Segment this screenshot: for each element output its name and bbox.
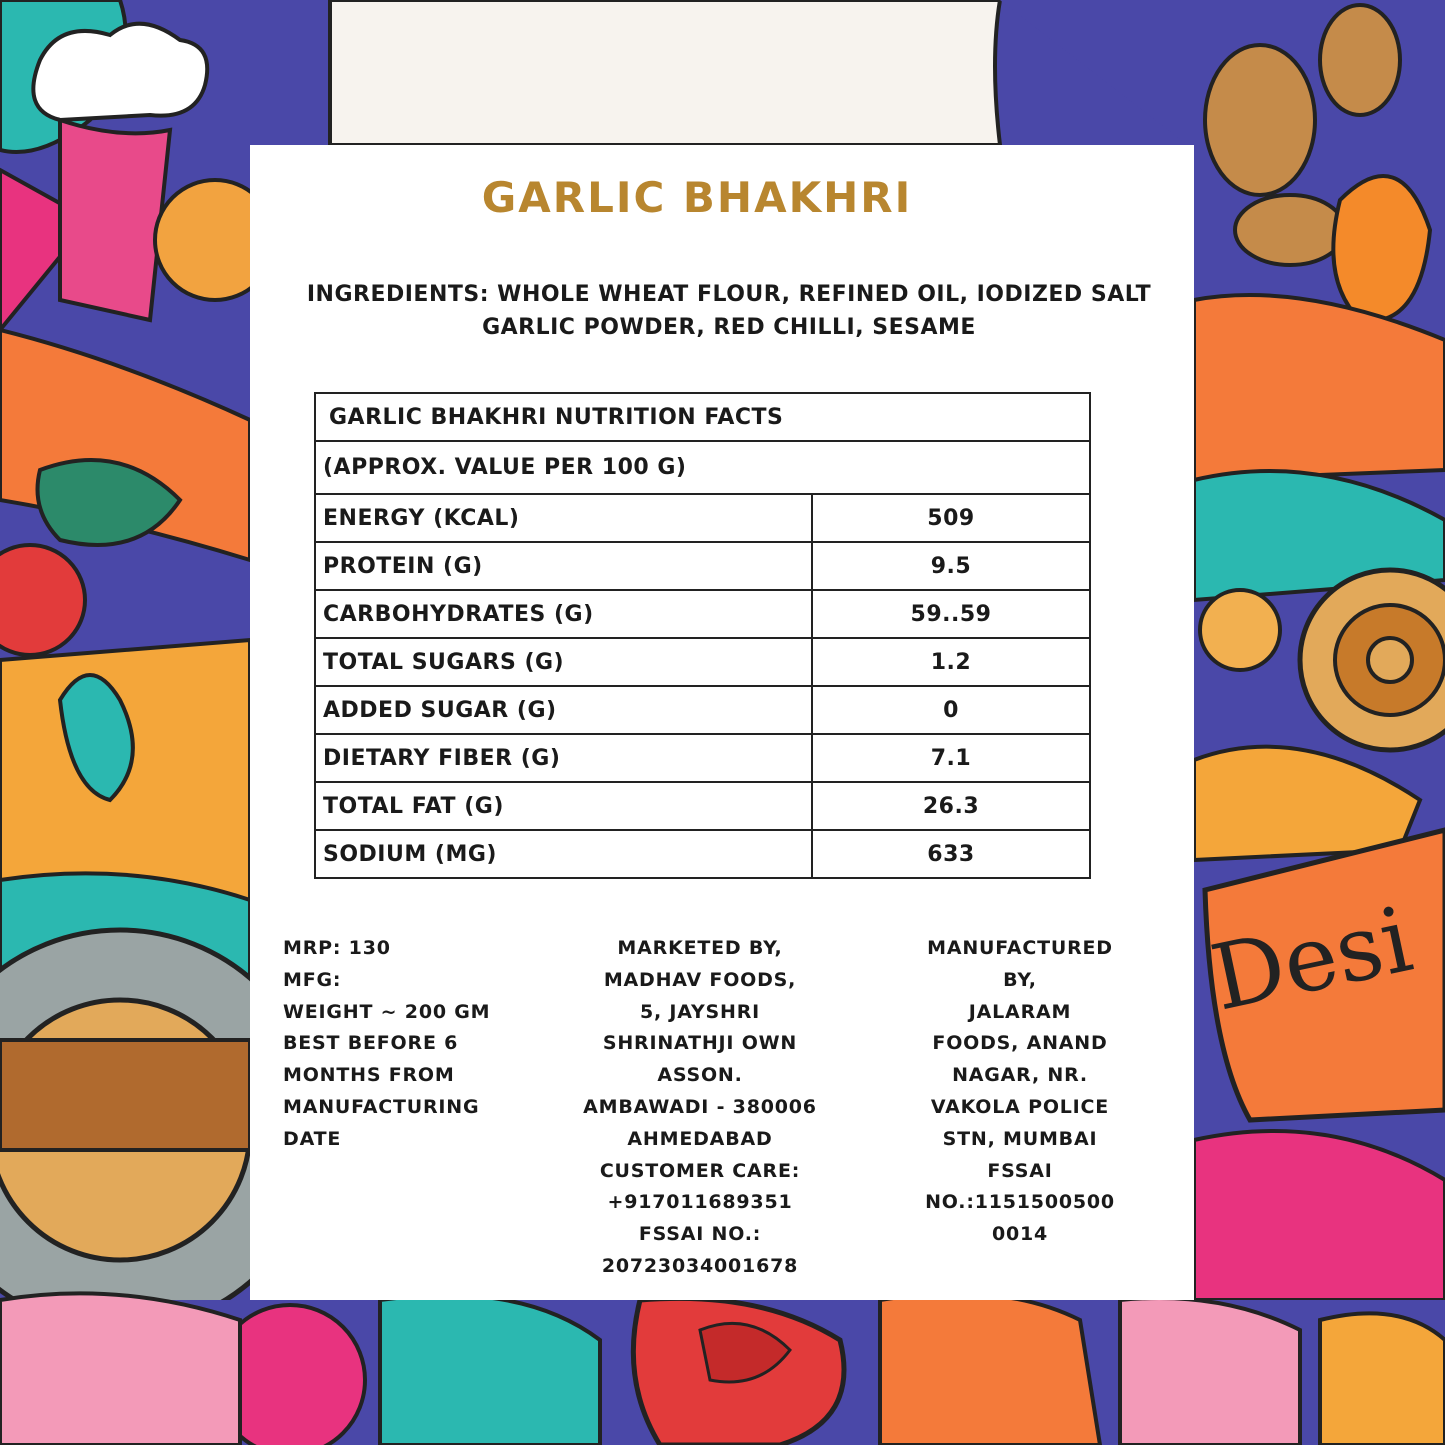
manufacturer-line: MANUFACTURED	[927, 937, 1113, 959]
manufacturer-line: FSSAI	[987, 1159, 1053, 1182]
manufacturer-line: 0014	[991, 1223, 1049, 1246]
nutrient-value: 9.5	[812, 542, 1090, 590]
table-row	[315, 638, 1090, 686]
table-row	[315, 494, 1090, 542]
table-row	[315, 782, 1090, 830]
nutrient-value: 59..59	[812, 590, 1090, 638]
table-row	[315, 542, 1090, 590]
product-details	[283, 933, 490, 1156]
marketer-line: 20723034001678	[601, 1254, 799, 1277]
manufacturer-line: STN, MUMBAI	[942, 1127, 1098, 1150]
desi-decor-text: Desi	[1202, 887, 1421, 1032]
table-row	[315, 830, 1090, 878]
nutrient-value: 7.1	[812, 734, 1090, 782]
table-row	[315, 686, 1090, 734]
detail-line: MONTHS FROM	[283, 1064, 455, 1087]
marketer-line: FSSAI NO.:	[638, 1223, 762, 1246]
nutrient-value: 26.3	[812, 782, 1090, 830]
nutrition-facts-table	[314, 392, 1091, 879]
manufacturer-line: FOODS, ANAND	[932, 1032, 1108, 1055]
detail-line: WEIGHT ~ 200 GM	[283, 1000, 491, 1023]
marketed-by	[570, 933, 830, 1283]
manufacturer-line: JALARAM	[968, 1000, 1072, 1023]
manufacturer-line: BY,	[1003, 968, 1037, 991]
manufacturer-line: VAKOLA POLICE	[930, 1095, 1110, 1118]
ingredients-line: GARLIC POWDER, RED CHILLI, SESAME	[482, 315, 976, 340]
ingredients-text	[250, 278, 1208, 344]
marketer-line: MARKETED BY,	[617, 937, 783, 959]
detail-line: BEST BEFORE 6	[283, 1032, 459, 1055]
nutrient-label: TOTAL SUGARS (G)	[315, 638, 812, 686]
nutrition-subheading: (APPROX. VALUE PER 100 G)	[315, 441, 1090, 494]
nutrient-label: SODIUM (MG)	[315, 830, 812, 878]
nutrient-value: 1.2	[812, 638, 1090, 686]
nutrient-value: 509	[812, 494, 1090, 542]
marketer-line: AMBAWADI - 380006	[583, 1095, 817, 1118]
marketer-line: +917011689351	[607, 1191, 793, 1214]
marketer-line: 5, JAYSHRI	[639, 1000, 761, 1023]
marketer-line: ASSON.	[657, 1064, 743, 1087]
nutrient-label: CARBOHYDRATES (G)	[315, 590, 812, 638]
marketer-line: SHRINATHJI OWN	[602, 1032, 798, 1055]
detail-line: MANUFACTURING	[283, 1095, 480, 1118]
manufactured-by	[910, 933, 1130, 1251]
table-row	[315, 734, 1090, 782]
ingredients-line: INGREDIENTS: WHOLE WHEAT FLOUR, REFINED OIL, IODIZED SALT	[306, 282, 1152, 307]
table-row	[315, 590, 1090, 638]
nutrient-label: TOTAL FAT (G)	[315, 782, 812, 830]
nutrient-label: ADDED SUGAR (G)	[315, 686, 812, 734]
marketer-line: AHMEDABAD	[627, 1127, 773, 1150]
nutrition-heading: GARLIC BHAKHRI NUTRITION FACTS	[315, 393, 1090, 441]
nutrient-label: PROTEIN (G)	[315, 542, 812, 590]
detail-line: MRP: 130	[283, 937, 391, 959]
detail-line: DATE	[283, 1127, 342, 1150]
nutrient-value: 633	[812, 830, 1090, 878]
detail-line: MFG:	[283, 968, 342, 991]
marketer-line: MADHAV FOODS,	[603, 968, 797, 991]
nutrient-label: ENERGY (KCAL)	[315, 494, 812, 542]
product-title: GARLIC BHAKHRI	[481, 173, 913, 222]
label-panel	[250, 145, 1194, 1300]
marketer-line: CUSTOMER CARE:	[599, 1159, 801, 1182]
nutrient-label: DIETARY FIBER (G)	[315, 734, 812, 782]
manufacturer-line: NAGAR, NR.	[952, 1064, 1088, 1087]
manufacturer-line: NO.:1151500500	[925, 1191, 1115, 1214]
nutrient-value: 0	[812, 686, 1090, 734]
